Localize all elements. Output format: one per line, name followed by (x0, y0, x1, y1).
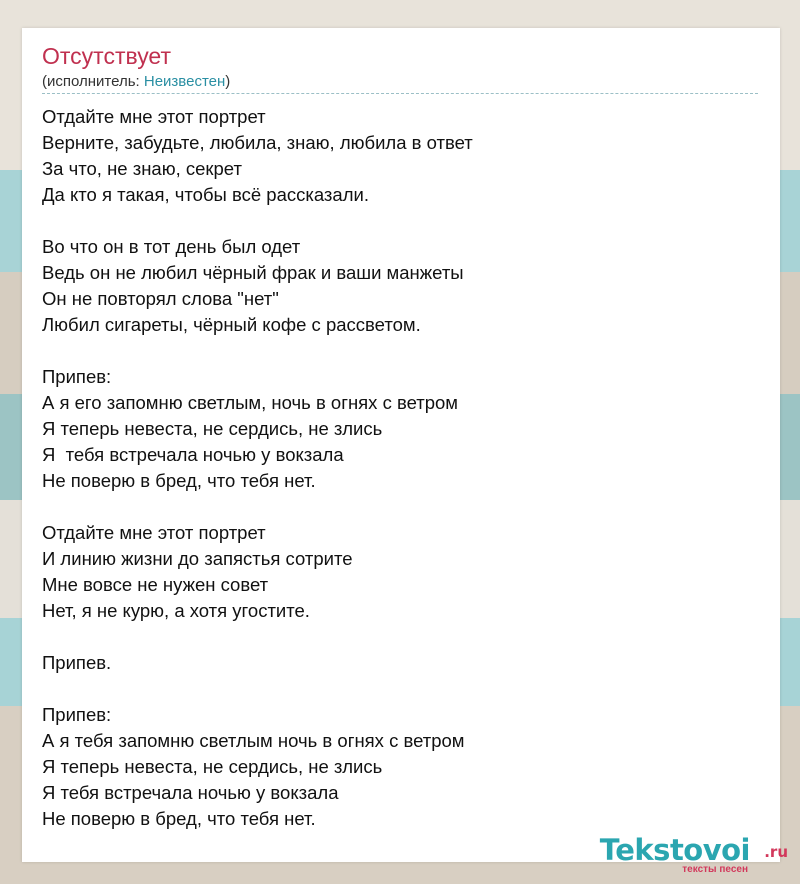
artist-suffix: ) (225, 73, 231, 90)
lyric-line: Припев: (42, 704, 112, 725)
site-logo[interactable] (578, 832, 788, 878)
lyric-blank-line (42, 624, 473, 650)
lyric-line: И линию жизни до запястья сотрите (42, 548, 353, 569)
lyric-line: За что, не знаю, секрет (42, 158, 242, 179)
lyric-line: Не поверю в бред, что тебя нет. (42, 808, 316, 829)
lyric-line: Он не повторял слова "нет" (42, 288, 279, 309)
lyric-line: Мне вовсе не нужен совет (42, 574, 269, 595)
lyric-blank-line (42, 208, 473, 234)
lyric-line: Припев: (42, 366, 112, 387)
artist-link[interactable]: Неизвестен (143, 73, 226, 90)
logo-wordmark: Tekstovoi (599, 833, 750, 867)
artist-line (42, 73, 230, 91)
lyric-line: Я тебя встречала ночью у вокзала (42, 444, 344, 465)
lyric-line: А я его запомню светлым, ночь в огнях с ветром (42, 392, 459, 413)
title-divider (42, 93, 758, 94)
lyric-line: Любил сигареты, чёрный кофе с рассветом. (42, 314, 421, 335)
lyrics-card (22, 28, 780, 862)
lyric-line: Отдайте мне этот портрет (42, 522, 266, 543)
song-title: Отсутствует (42, 43, 171, 69)
artist-prefix: (исполнитель: (42, 73, 144, 90)
lyric-line: Я теперь невеста, не сердись, не злись (42, 756, 383, 777)
logo-tagline: тексты песен (682, 864, 748, 875)
lyric-line: Я тебя встречала ночью у вокзала (42, 782, 339, 803)
lyric-blank-line (42, 338, 473, 364)
lyric-line: Ведь он не любил чёрный фрак и ваши манжеты (42, 262, 464, 283)
lyric-line: Да кто я такая, чтобы всё рассказали. (42, 184, 369, 205)
lyric-line: Я теперь невеста, не сердись, не злись (42, 418, 383, 439)
lyric-line: Нет, я не курю, а хотя угостите. (42, 600, 310, 621)
lyric-line: А я тебя запомню светлым ночь в огнях с ветром (42, 730, 465, 751)
lyric-line: Припев. (42, 652, 112, 673)
lyric-line: Во что он в тот день был одет (42, 236, 301, 257)
lyric-line: Отдайте мне этот портрет (42, 106, 266, 127)
lyric-blank-line (42, 494, 473, 520)
lyrics-text (42, 104, 473, 832)
lyric-line: Не поверю в бред, что тебя нет. (42, 470, 316, 491)
lyric-blank-line (42, 676, 473, 702)
logo-tld: .ru (764, 843, 788, 861)
lyric-line: Верните, забудьте, любила, знаю, любила в ответ (42, 132, 473, 153)
